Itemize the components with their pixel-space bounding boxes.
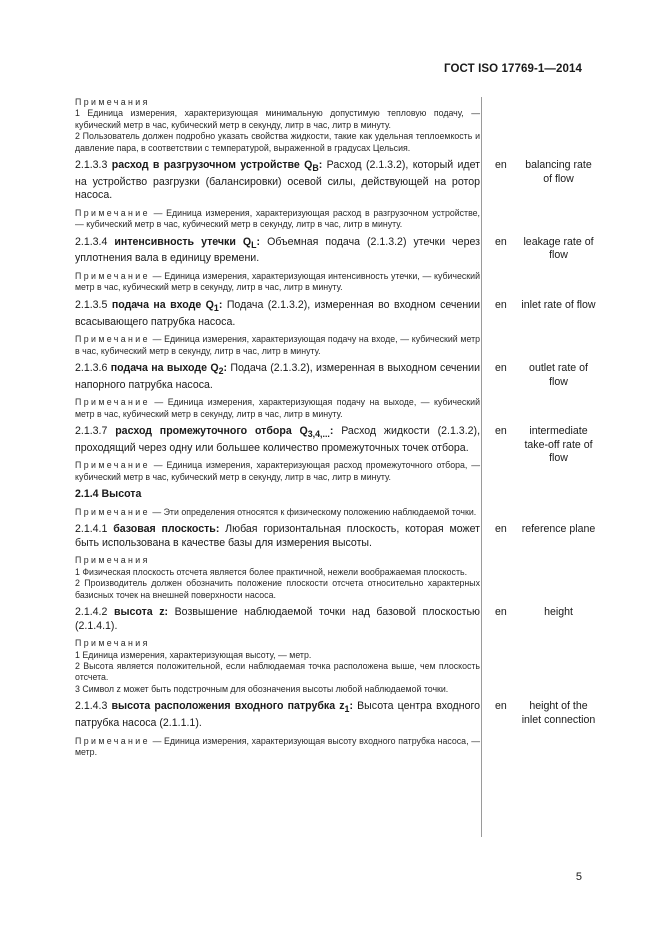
language-code: en xyxy=(495,523,507,536)
english-equivalent: outlet rate of flow xyxy=(529,361,588,388)
term-definition: 2.1.3.3 расход в разгрузочном устройстве $Q_B$: Расход (2.1.3.2), который идет на устройство разгрузки (балансировки) осевой силы, действующей на ротор насоса. xyxy=(75,159,481,202)
language-code: en xyxy=(495,361,507,374)
page-number: 5 xyxy=(575,871,582,883)
term-definition: 2.1.3.4 интенсивность утечки $Q_L$: Объемная подача (2.1.3.2) утечки через уплотнения вала в единицу времени. xyxy=(75,235,480,265)
term-entry xyxy=(75,298,596,329)
english-equivalent: intermediate take-off rate of flow xyxy=(524,425,593,465)
note-item: 1 Единица измерения, характеризующая минимальную допустимую тепловую подачу, — кубический метр в час, кубический метр в секунду, литр в час, литр в минуту. xyxy=(75,108,480,130)
document-header: ГОСТ ISO 17769-1—2014 xyxy=(444,63,582,75)
term-definition: 2.1.4.2 высота z: Возвышение наблюдаемой точки над базовой плоскостью (2.1.4.1). xyxy=(75,605,480,632)
note-block: Примечание — Единица измерения, характеризующая высоту входного патрубка насоса, — метр. xyxy=(75,735,480,757)
term-entry xyxy=(75,605,573,633)
note-block: Примечания 1 Единица измерения, характеризующая высоту, — метр. 2 Высота является положительной, если наблюдаемая точка расположена выше, чем плоскость отсчета. 3 Символ z может быть подстрочным для обозначения высоты любой наблюдаемой точки. xyxy=(75,638,480,694)
language-code: en xyxy=(495,605,507,618)
note-block: Примечание — Эти определения относятся к физическому положению наблюдаемой точки. xyxy=(75,506,477,517)
english-equivalent: leakage rate of flow xyxy=(523,235,594,262)
term-definition: 2.1.3.6 подача на выходе $Q_2$: Подача (2.1.3.2), измеренная в выходном сечении напорного патрубка насоса. xyxy=(75,361,480,391)
term-entry xyxy=(75,235,594,266)
section-heading: 2.1.4 Высота xyxy=(75,488,142,501)
term-entry xyxy=(75,523,596,550)
note-block: Примечание — Единица измерения, характеризующая интенсивность утечки, — кубический метр в час, кубический метр в секунду, литр в час, литр в минуту. xyxy=(75,271,480,293)
language-code: en xyxy=(495,159,507,172)
english-equivalent: height of the inlet connection xyxy=(521,700,596,726)
term-entry xyxy=(75,159,592,203)
english-equivalent: balancing rate of flow xyxy=(525,159,592,185)
note-block: Примечание — Единица измерения, характеризующая расход промежуточного отбора, — кубический метр в час, кубический метр в секунду, литр в час, литр в минуту. xyxy=(75,460,480,482)
english-equivalent: inlet rate of flow xyxy=(521,298,596,311)
language-code: en xyxy=(495,700,507,713)
note-block: Примечание — Единица измерения, характеризующая расход в разгрузочном устройстве, — кубический метр в час, кубический метр в секунду, литр в час, литр в минуту. xyxy=(75,207,480,230)
note-heading: Примечания xyxy=(75,97,150,107)
english-equivalent: reference plane xyxy=(521,523,596,536)
language-code: en xyxy=(495,235,507,248)
note-block: Примечания 1 Физическая плоскость отсчета является более практичной, нежели воображаемая плоскость. 2 Производитель должен обозначить положение плоскости отсчета относительно характерных базисных точек на внешней поверхности насоса. xyxy=(75,555,480,600)
note-block: Примечание — Единица измерения, характеризующая подачу на входе, — кубический метр в час, кубический метр в секунду, литр в час, литр в минуту. xyxy=(75,334,480,356)
english-equivalent: height xyxy=(544,605,573,618)
language-code: en xyxy=(495,298,507,311)
term-definition: 2.1.4.3 высота расположения входного патрубка $z_1$: Высота центра входного патрубка насоса (2.1.1.1). xyxy=(75,700,480,729)
note-block: Примечание — Единица измерения, характеризующая подачу на выходе, — кубический метр в час, кубический метр в секунду, литр в час, литр в минуту. xyxy=(75,397,480,419)
term-definition: 2.1.3.5 подача на входе $Q_1$: Подача (2.1.3.2), измеренная во входном сечении всасывающего патрубка насоса. xyxy=(75,298,481,328)
term-entry xyxy=(75,700,596,730)
term-entry xyxy=(75,361,588,392)
column-divider xyxy=(481,97,482,837)
term-entry xyxy=(75,425,593,465)
language-code: en xyxy=(495,425,507,438)
term-definition: 2.1.4.1 базовая плоскость: Любая горизонтальная плоскость, которая может быть использована в качестве базы для измерения высоты. xyxy=(75,523,480,549)
document-body xyxy=(75,97,596,758)
note-block xyxy=(75,97,480,154)
note-item: 2 Пользователь должен подробно указать свойства жидкости, такие как удельная теплоемкость и давление пара, в соответствии с температурой, выраженной в градусах Цельсия. xyxy=(75,131,480,153)
term-definition: 2.1.3.7 расход промежуточного отбора $Q_{3,4,...}$: Расход жидкости (2.1.3.2), проходящий через одну или большее количество промежуточных точек отбора. xyxy=(75,425,481,454)
